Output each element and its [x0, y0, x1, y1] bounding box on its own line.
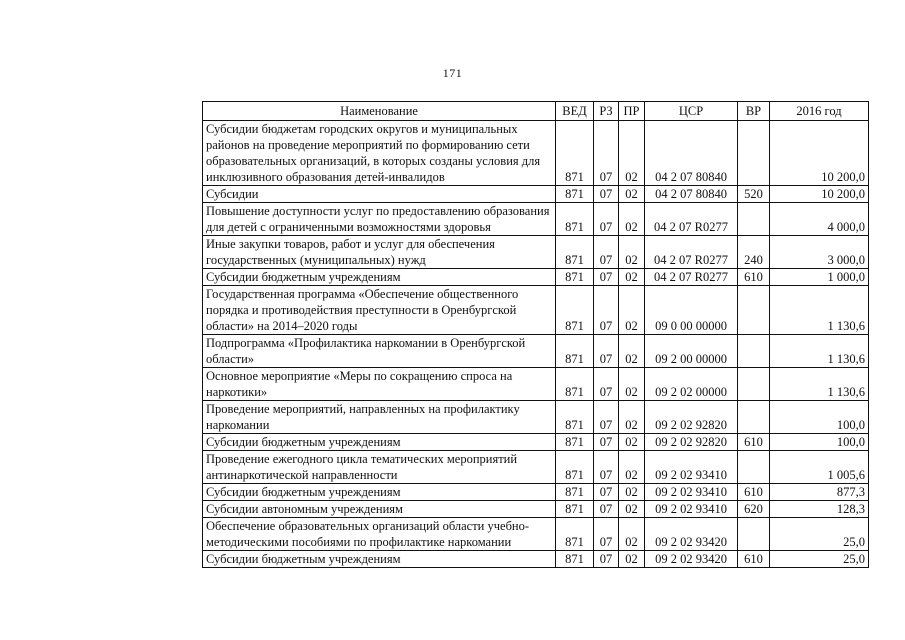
row-amount: 1 130,6: [770, 368, 869, 401]
table-row: [203, 286, 869, 335]
row-vr: [738, 401, 770, 434]
row-pr: 02: [619, 451, 645, 484]
row-amount: 4 000,0: [770, 203, 869, 236]
row-rz: 07: [594, 236, 619, 269]
row-name: Государственная программа «Обеспечение общественного порядка и противодействия преступности в Оренбургской области» на 2014–2020 годы: [203, 286, 556, 335]
row-csr: 09 2 02 93410: [645, 501, 738, 518]
row-vr: [738, 121, 770, 186]
row-name: Повышение доступности услуг по предоставлению образования для детей с ограниченными возможностями здоровья: [203, 203, 556, 236]
row-pr: 02: [619, 368, 645, 401]
header-rz: РЗ: [594, 102, 619, 121]
budget-table: [202, 101, 869, 568]
row-pr: 02: [619, 121, 645, 186]
row-csr: 09 2 02 93420: [645, 551, 738, 568]
table-row: [203, 236, 869, 269]
row-rz: 07: [594, 368, 619, 401]
row-name: Проведение мероприятий, направленных на профилактику наркомании: [203, 401, 556, 434]
row-rz: 07: [594, 484, 619, 501]
row-csr: 09 2 02 93410: [645, 451, 738, 484]
row-csr: 04 2 07 R0277: [645, 236, 738, 269]
row-ved: 871: [556, 434, 594, 451]
row-ved: 871: [556, 286, 594, 335]
row-ved: 871: [556, 186, 594, 203]
row-vr: [738, 335, 770, 368]
row-rz: 07: [594, 203, 619, 236]
row-vr: 610: [738, 269, 770, 286]
table-row: [203, 121, 869, 186]
row-csr: 04 2 07 R0277: [645, 269, 738, 286]
row-csr: 09 2 02 92820: [645, 401, 738, 434]
row-ved: 871: [556, 368, 594, 401]
row-vr: [738, 368, 770, 401]
row-pr: 02: [619, 335, 645, 368]
row-vr: [738, 518, 770, 551]
row-name: Субсидии автономным учреждениям: [203, 501, 556, 518]
row-rz: 07: [594, 186, 619, 203]
row-csr: 09 0 00 00000: [645, 286, 738, 335]
header-ved: ВЕД: [556, 102, 594, 121]
row-rz: 07: [594, 551, 619, 568]
row-vr: [738, 286, 770, 335]
row-name: Обеспечение образовательных организаций области учебно-методическими пособиями по профилактике наркомании: [203, 518, 556, 551]
row-amount: 25,0: [770, 518, 869, 551]
row-ved: 871: [556, 451, 594, 484]
row-name: Субсидии бюджетным учреждениям: [203, 434, 556, 451]
row-name: Субсидии: [203, 186, 556, 203]
table-row: [203, 484, 869, 501]
row-amount: 100,0: [770, 401, 869, 434]
row-vr: 610: [738, 434, 770, 451]
row-vr: 620: [738, 501, 770, 518]
table-row: [203, 501, 869, 518]
row-rz: 07: [594, 451, 619, 484]
row-amount: 1 130,6: [770, 286, 869, 335]
row-pr: 02: [619, 484, 645, 501]
row-ved: 871: [556, 121, 594, 186]
row-amount: 877,3: [770, 484, 869, 501]
row-csr: 04 2 07 80840: [645, 121, 738, 186]
row-amount: 128,3: [770, 501, 869, 518]
table-row: [203, 368, 869, 401]
page-number: 171: [442, 66, 463, 80]
row-csr: 09 2 02 92820: [645, 434, 738, 451]
row-pr: 02: [619, 269, 645, 286]
header-pr: ПР: [619, 102, 645, 121]
row-pr: 02: [619, 501, 645, 518]
row-rz: 07: [594, 401, 619, 434]
row-csr: 04 2 07 R0277: [645, 203, 738, 236]
table-row: [203, 434, 869, 451]
row-pr: 02: [619, 236, 645, 269]
header-csr: ЦСР: [645, 102, 738, 121]
row-name: Основное мероприятие «Меры по сокращению спроса на наркотики»: [203, 368, 556, 401]
row-amount: 1 000,0: [770, 269, 869, 286]
row-name: Субсидии бюджетным учреждениям: [203, 484, 556, 501]
header-year: 2016 год: [770, 102, 869, 121]
row-name: Субсидии бюджетным учреждениям: [203, 551, 556, 568]
row-vr: 520: [738, 186, 770, 203]
header-name: Наименование: [203, 102, 556, 121]
row-rz: 07: [594, 269, 619, 286]
row-vr: 610: [738, 551, 770, 568]
row-name: Субсидии бюджетным учреждениям: [203, 269, 556, 286]
row-vr: [738, 203, 770, 236]
table-row: [203, 551, 869, 568]
row-csr: 09 2 02 00000: [645, 368, 738, 401]
row-pr: 02: [619, 203, 645, 236]
row-name: Подпрограмма «Профилактика наркомании в Оренбургской области»: [203, 335, 556, 368]
row-csr: 09 2 02 93420: [645, 518, 738, 551]
row-ved: 871: [556, 269, 594, 286]
table-row: [203, 335, 869, 368]
row-name: Проведение ежегодного цикла тематических мероприятий антинаркотической направленности: [203, 451, 556, 484]
table-row: [203, 401, 869, 434]
row-ved: 871: [556, 518, 594, 551]
table-row: [203, 451, 869, 484]
table-row: [203, 269, 869, 286]
row-rz: 07: [594, 501, 619, 518]
row-pr: 02: [619, 401, 645, 434]
row-amount: 25,0: [770, 551, 869, 568]
row-pr: 02: [619, 286, 645, 335]
table-row: [203, 203, 869, 236]
row-pr: 02: [619, 551, 645, 568]
table-header-row: [203, 102, 869, 121]
row-rz: 07: [594, 335, 619, 368]
row-name: Иные закупки товаров, работ и услуг для обеспечения государственных (муниципальных) нужд: [203, 236, 556, 269]
table-row: [203, 186, 869, 203]
header-vr: ВР: [738, 102, 770, 121]
row-ved: 871: [556, 335, 594, 368]
row-rz: 07: [594, 121, 619, 186]
row-csr: 09 2 02 93410: [645, 484, 738, 501]
row-pr: 02: [619, 434, 645, 451]
row-pr: 02: [619, 518, 645, 551]
row-csr: 04 2 07 80840: [645, 186, 738, 203]
row-vr: [738, 451, 770, 484]
row-ved: 871: [556, 484, 594, 501]
row-vr: 240: [738, 236, 770, 269]
row-csr: 09 2 00 00000: [645, 335, 738, 368]
row-amount: 100,0: [770, 434, 869, 451]
row-vr: 610: [738, 484, 770, 501]
row-name: Субсидии бюджетам городских округов и муниципальных районов на проведение мероприятий по формированию сети образовательных организаций, в которых созданы условия для инклюзивного образования детей-инвалидов: [203, 121, 556, 186]
row-pr: 02: [619, 186, 645, 203]
row-amount: 1 130,6: [770, 335, 869, 368]
row-ved: 871: [556, 551, 594, 568]
row-ved: 871: [556, 401, 594, 434]
row-ved: 871: [556, 501, 594, 518]
row-rz: 07: [594, 518, 619, 551]
row-amount: 1 005,6: [770, 451, 869, 484]
table-row: [203, 518, 869, 551]
row-amount: 10 200,0: [770, 121, 869, 186]
row-rz: 07: [594, 286, 619, 335]
row-amount: 10 200,0: [770, 186, 869, 203]
row-ved: 871: [556, 203, 594, 236]
row-amount: 3 000,0: [770, 236, 869, 269]
row-ved: 871: [556, 236, 594, 269]
row-rz: 07: [594, 434, 619, 451]
